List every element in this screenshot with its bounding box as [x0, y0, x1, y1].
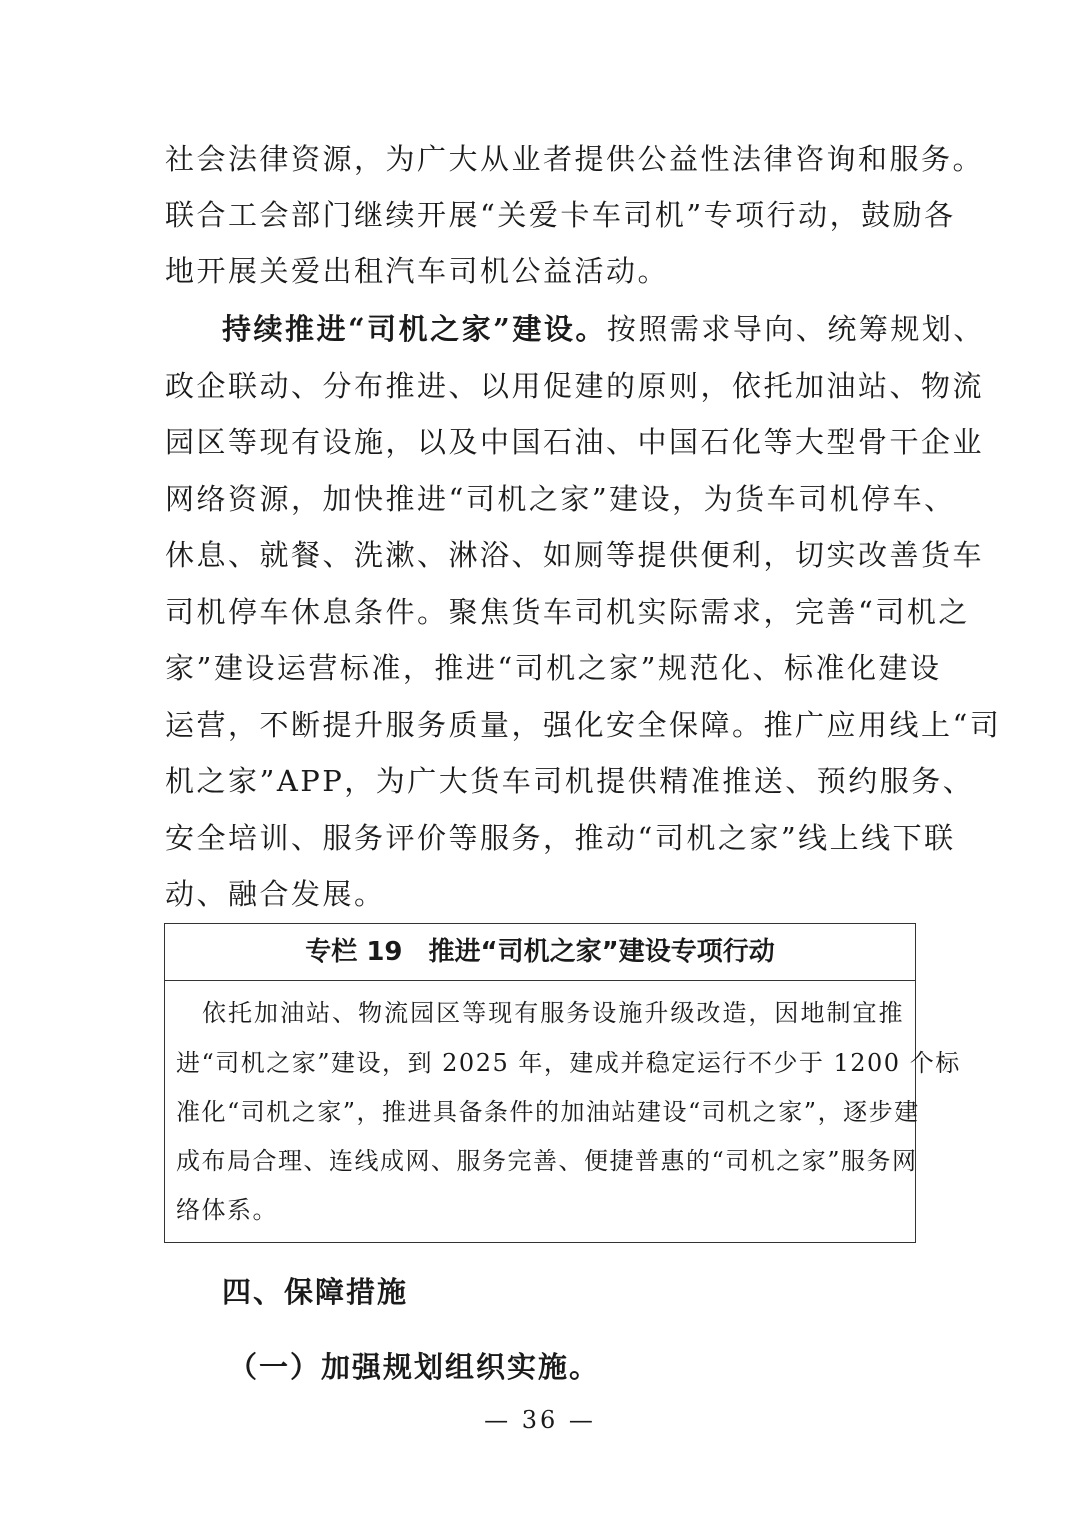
- paragraph-line: 动、融合发展。: [165, 877, 386, 911]
- paragraph-lead-rest: 按照需求导向、统筹规划、: [606, 312, 985, 346]
- paragraph-line: 园区等现有设施，以及中国石油、中国石化等大型骨干企业: [165, 425, 985, 459]
- sub-heading: （一）加强规划组织实施。: [228, 1350, 601, 1384]
- paragraph-line: 网络资源，加快推进“司机之家”建设，为货车司机停车、: [165, 482, 956, 516]
- paragraph-line: 社会法律资源，为广大从业者提供公益性法律咨询和服务。: [165, 142, 985, 176]
- column-box: [164, 923, 961, 1243]
- paragraph-line: 运营，不断提升服务质量，强化安全保障。推广应用线上“司: [165, 708, 1002, 742]
- column-box-line: 准化“司机之家”，推进具备条件的加油站建设“司机之家”，逐步建: [176, 1098, 920, 1126]
- column-box-line: 成布局合理、连线成网、服务完善、便捷普惠的“司机之家”服务网: [176, 1147, 918, 1175]
- section-heading: 四、保障措施: [222, 1275, 409, 1309]
- paragraph-line: 政企联动、分布推进、以用促建的原则，依托加油站、物流: [165, 369, 985, 403]
- column-box-line: 进“司机之家”建设，到 2025 年，建成并稳定运行不少于 1200 个标: [176, 1049, 961, 1077]
- paragraph-line: 机之家”APP，为广大货车司机提供精准推送、预约服务、: [165, 764, 975, 798]
- paragraph-line: 安全培训、服务评价等服务，推动“司机之家”线上线下联: [165, 821, 956, 855]
- column-box-line: 络体系。: [176, 1196, 278, 1224]
- paragraph-first-line: [222, 309, 985, 349]
- paragraph-line: 家”建设运营标准，推进“司机之家”规范化、标准化建设: [165, 651, 942, 685]
- column-box-title: 专栏 19 推进“司机之家”建设专项行动: [165, 924, 915, 981]
- column-box-line: 依托加油站、物流园区等现有服务设施升级改造，因地制宜推: [176, 999, 904, 1027]
- paragraph-line: 司机停车休息条件。聚焦货车司机实际需求，完善“司机之: [165, 595, 970, 629]
- paragraph-line: 休息、就餐、洗漱、淋浴、如厕等提供便利，切实改善货车: [165, 538, 985, 572]
- paragraph-line: 联合工会部门继续开展“关爱卡车司机”专项行动，鼓励各: [165, 198, 956, 232]
- paragraph-line: 地开展关爱出租汽车司机公益活动。: [165, 254, 670, 288]
- paragraph-lead-bold: 持续推进“司机之家”建设。: [222, 312, 607, 346]
- page-number: — 36 —: [484, 1406, 596, 1434]
